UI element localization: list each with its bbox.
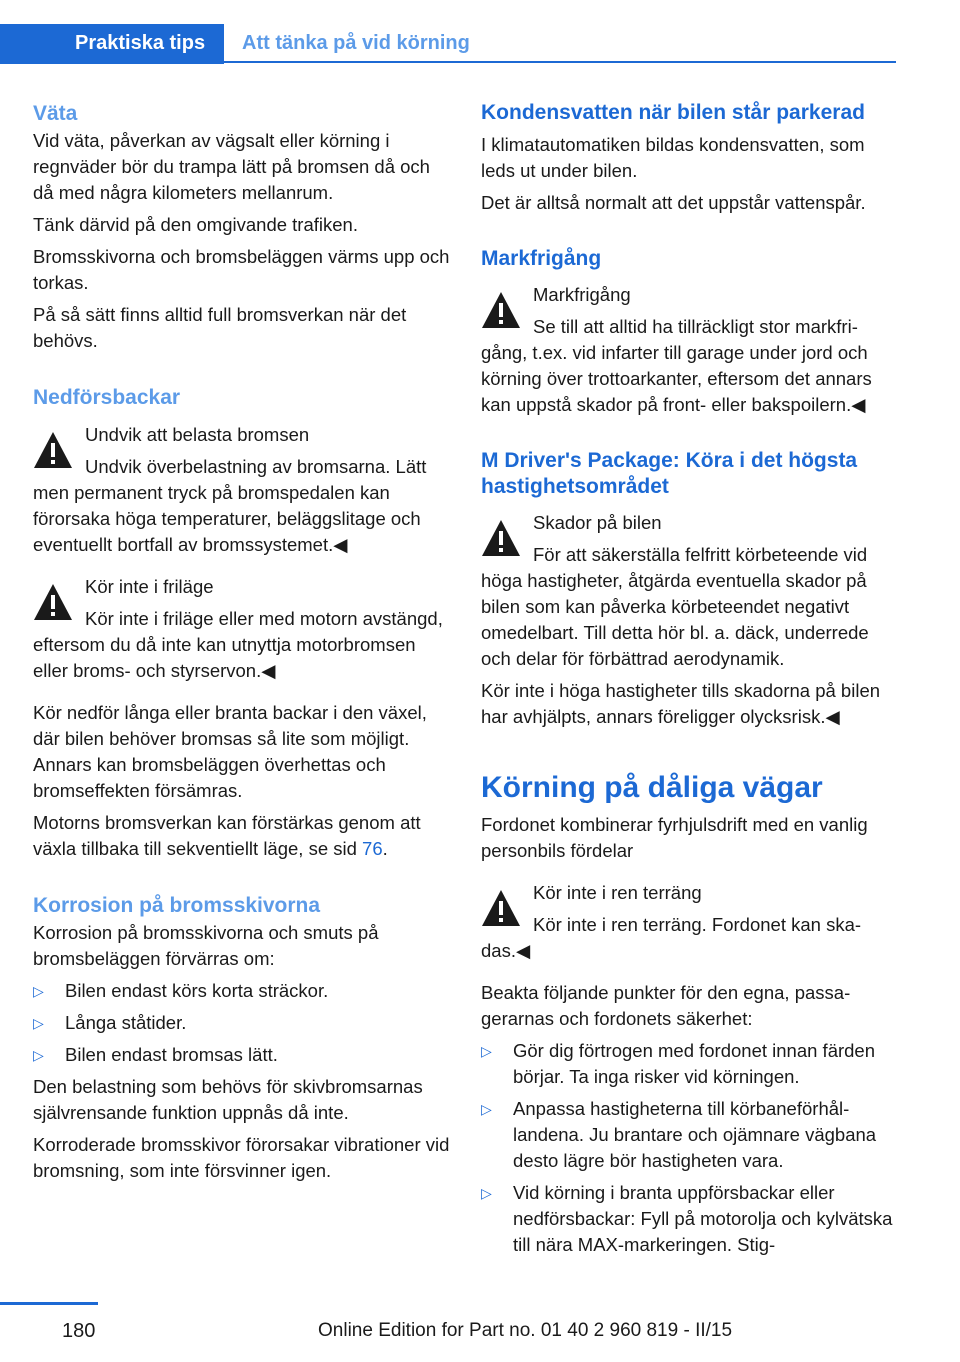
paragraph: Korrosion på bromsskivorna och smuts på bromsbeläggen förvärras om:: [33, 922, 379, 969]
paragraph: Tänk därvid på den omgivande trafiken.: [33, 214, 358, 235]
triangle-bullet-icon: ▷: [481, 1185, 492, 1201]
warning-triangle-icon: [481, 888, 521, 928]
subsection-tab: Att tänka på vid körning: [242, 32, 470, 54]
paragraph: I klimatautomatiken bildas kondensvatten, som leds ut under bilen.: [481, 134, 865, 181]
warning-box: [481, 282, 897, 418]
heading-nedforsbackar: Nedförsbackar: [33, 386, 181, 409]
paragraph: Det är alltså normalt att det uppstår vattenspår.: [481, 192, 866, 213]
triangle-bullet-icon: ▷: [33, 983, 44, 999]
warning-triangle-icon: [481, 290, 521, 330]
bullet-list: [33, 978, 453, 1068]
warning-title: Kör inte i ren terräng: [533, 882, 702, 903]
warning-title: Undvik att belasta bromsen: [85, 424, 310, 445]
bullet-list: [481, 1038, 897, 1258]
left-column: [33, 100, 453, 1184]
warning-box: [33, 422, 453, 558]
warning-text: Kör inte i friläge eller med motorn avstängd, eftersom du då inte kan utnyttja motorbromsen eller broms- och styrservon.◀: [33, 608, 443, 681]
triangle-bullet-icon: ▷: [33, 1047, 44, 1063]
list-item: ▷ Anpassa hastigheterna till körbaneförhållandena. Ju brantare och ojämnare vägbana desto lägre bör hastigheten vara.: [481, 1098, 877, 1171]
warning-text: Se till att alltid ha tillräckligt stor markfrigång, t.ex. vid infarter till garage under jord och körning över trottoarkanter, eftersom det annars kan uppstå skador på front- eller bakspoilern.◀: [481, 316, 872, 415]
heading-korning-daliga-vagar: Körning på dåliga vägar: [481, 771, 823, 804]
warning-title: Skador på bilen: [533, 512, 662, 533]
paragraph: Motorns bromsverkan kan förstärkas genom att växla tillbaka till sekventiellt läge, se sid 76.: [33, 812, 421, 859]
list-item: ▷ Bilen endast bromsas lätt.: [33, 1042, 453, 1068]
paragraph: Fordonet kombinerar fyrhjulsdrift med en vanlig personbils fördelar: [481, 814, 868, 861]
paragraph: Vid väta, påverkan av vägsalt eller körning i regnväder bör du trampa lätt på bromsen då och då med några kilometers mellanrum.: [33, 130, 430, 203]
section-tab: Praktiska tips: [0, 24, 224, 64]
paragraph: Den belastning som behövs för skivbromsarnas självrensande funktion uppnås då inte.: [33, 1076, 423, 1123]
warning-title: Kör inte i friläge: [85, 576, 214, 597]
triangle-bullet-icon: ▷: [33, 1015, 44, 1031]
warning-box: [33, 574, 453, 684]
list-item: ▷ Gör dig förtrogen med fordonet innan färden börjar. Ta inga risker vid körningen.: [481, 1040, 876, 1087]
warning-box: [481, 510, 897, 672]
page-link[interactable]: 76: [362, 838, 383, 859]
paragraph: Beakta följande punkter för den egna, passagerarnas och fordonets säkerhet:: [481, 982, 851, 1029]
warning-triangle-icon: [481, 518, 521, 558]
warning-triangle-icon: [33, 430, 73, 470]
edition-text: Online Edition for Part no. 01 40 2 960 819 - II/15: [318, 1320, 733, 1341]
warning-text: Undvik överbelastning av bromsarna. Lätt men permanent tryck på bromspedalen kan förorsaka höga temperaturer, beläggslitage och eventuellt bortfall av bromssystemet.◀: [33, 456, 427, 555]
paragraph: Kör inte i höga hastigheter tills skadorna på bilen har avhjälpts, annars föreligger olycksrisk.◀: [481, 680, 881, 727]
list-item: ▷ Vid körning i branta uppförsbackar eller nedförsbackar: Fyll på motorolja och kylvätska till nära MAX-markeringen. Stig-: [481, 1182, 893, 1255]
paragraph: Korroderade bromsskivor förorsakar vibrationer vid bromsning, som inte försvinner igen.: [33, 1134, 450, 1181]
warning-triangle-icon: [33, 582, 73, 622]
heading-kondensvatten: Kondensvatten när bilen står parkerad: [481, 101, 865, 124]
page-number: 180: [62, 1320, 96, 1342]
warning-title: Markfrigång: [533, 284, 631, 305]
page-header: [0, 0, 960, 64]
heading-markfrigang: Markfrigång: [481, 247, 602, 270]
warning-text: Kör inte i ren terräng. Fordonet kan skadas.◀: [481, 914, 862, 961]
list-item: ▷ Långa ståtider.: [33, 1010, 453, 1036]
heading-vata: Väta: [33, 102, 78, 125]
triangle-bullet-icon: ▷: [481, 1101, 492, 1117]
footer-rule: [0, 1302, 98, 1305]
warning-text: För att säkerställa felfritt körbeteende vid höga hastigheter, åtgärda eventuella skador på bilen som kan påverka körbeteendet negativt omedelbart. Till detta hör bl. a. däck, underrede och delar för förbättrad aerodynamik.: [481, 544, 869, 669]
paragraph: På så sätt finns alltid full bromsverkan när det behövs.: [33, 304, 407, 351]
paragraph: Kör nedför långa eller branta backar i den växel, där bilen behöver bromsas så lite som möjligt. Annars kan bromsbeläggen överhettas och bromseffekten försämras.: [33, 702, 427, 801]
paragraph: Bromsskivorna och bromsbeläggen värms upp och torkas.: [33, 246, 450, 293]
header-rule: [224, 61, 896, 63]
list-item: ▷ Bilen endast körs korta sträckor.: [33, 978, 453, 1004]
heading-korrosion: Korrosion på bromsskivorna: [33, 894, 321, 917]
heading-m-drivers-package: M Driver's Package: Köra i det högsta hastighetsområdet: [481, 449, 858, 498]
right-column: [481, 100, 897, 1264]
warning-box: [481, 880, 897, 964]
triangle-bullet-icon: ▷: [481, 1043, 492, 1059]
